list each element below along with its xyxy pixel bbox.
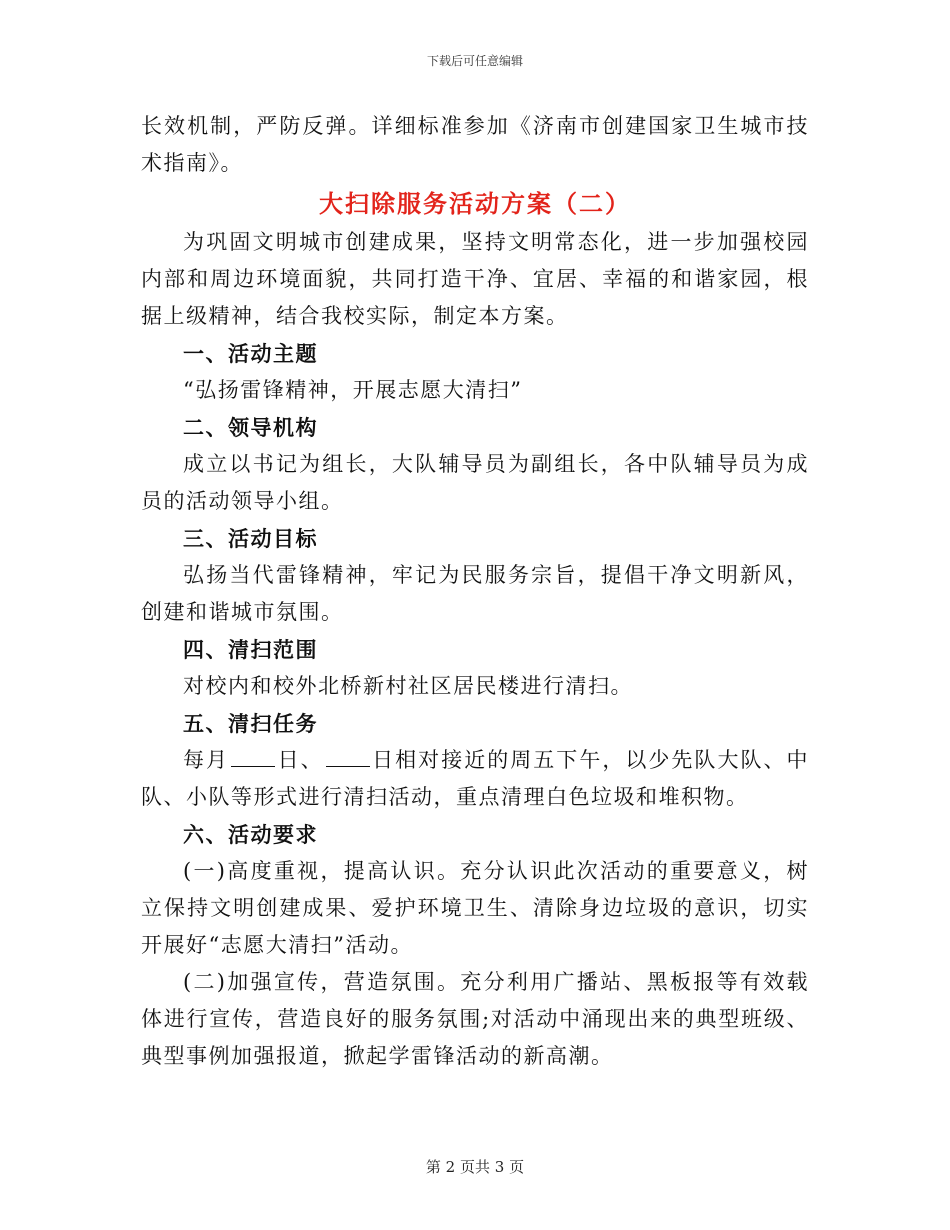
section-2-text: 成立以书记为组长，大队辅导员为副组长，各中队辅导员为成员的活动领导小组。 xyxy=(141,452,809,513)
page-number-footer: 第 2 页共 3 页 xyxy=(425,1158,525,1176)
section-5-text-part3: 日相对接近的周五下午，以少先队大队、中队、小队等形式进行清扫活动，重点清理白色垃圾和堆积物。 xyxy=(141,748,810,809)
section-5-text-part2: 日、 xyxy=(277,748,324,772)
section-6-item-2: (二)加强宣传，营造氛围。充分利用广播站、黑板报等有效载体进行宣传，营造良好的服务氛围;对活动中涌现出来的典型班级、典型事例加强报道，掀起学雷锋活动的新高潮。 xyxy=(141,970,809,1068)
header-note: 下载后可任意编辑 xyxy=(426,54,523,68)
blank-line-1 xyxy=(231,742,275,767)
section-1-heading: 一、活动主题 xyxy=(183,341,318,366)
document-body xyxy=(141,108,809,1075)
section-3-heading: 三、活动目标 xyxy=(183,526,318,551)
document-title: 大扫除服务活动方案（二） xyxy=(319,189,631,218)
section-5-text-part1: 每月 xyxy=(183,748,230,772)
section-3-text: 弘扬当代雷锋精神，牢记为民服务宗旨，提倡干净文明新风，创建和谐城市氛围。 xyxy=(141,563,809,624)
section-6-heading: 六、活动要求 xyxy=(183,822,318,847)
preface-paragraph: 为巩固文明城市创建成果，坚持文明常态化，进一步加强校园内部和周边环境面貌，共同打造干净、宜居、幸福的和谐家园，根据上级精神，结合我校实际，制定本方案。 xyxy=(141,230,809,328)
section-5-text xyxy=(141,742,809,816)
section-4-heading: 四、清扫范围 xyxy=(183,637,318,662)
intro-tail-paragraph: 长效机制，严防反弹。详细标准参加《济南市创建国家卫生城市技术指南》。 xyxy=(141,114,809,175)
section-1-text: “弘扬雷锋精神，开展志愿大清扫” xyxy=(183,378,523,402)
section-4-text: 对校内和校外北桥新村社区居民楼进行清扫。 xyxy=(183,674,633,698)
blank-line-2 xyxy=(326,742,370,767)
section-5-heading: 五、清扫任务 xyxy=(183,711,318,736)
section-6-item-1: (一)高度重视，提高认识。充分认识此次活动的重要意义，树立保持文明创建成果、爱护环境卫生、清除身边垃圾的意识，切实开展好“志愿大清扫”活动。 xyxy=(141,859,809,957)
section-2-heading: 二、领导机构 xyxy=(183,415,318,440)
